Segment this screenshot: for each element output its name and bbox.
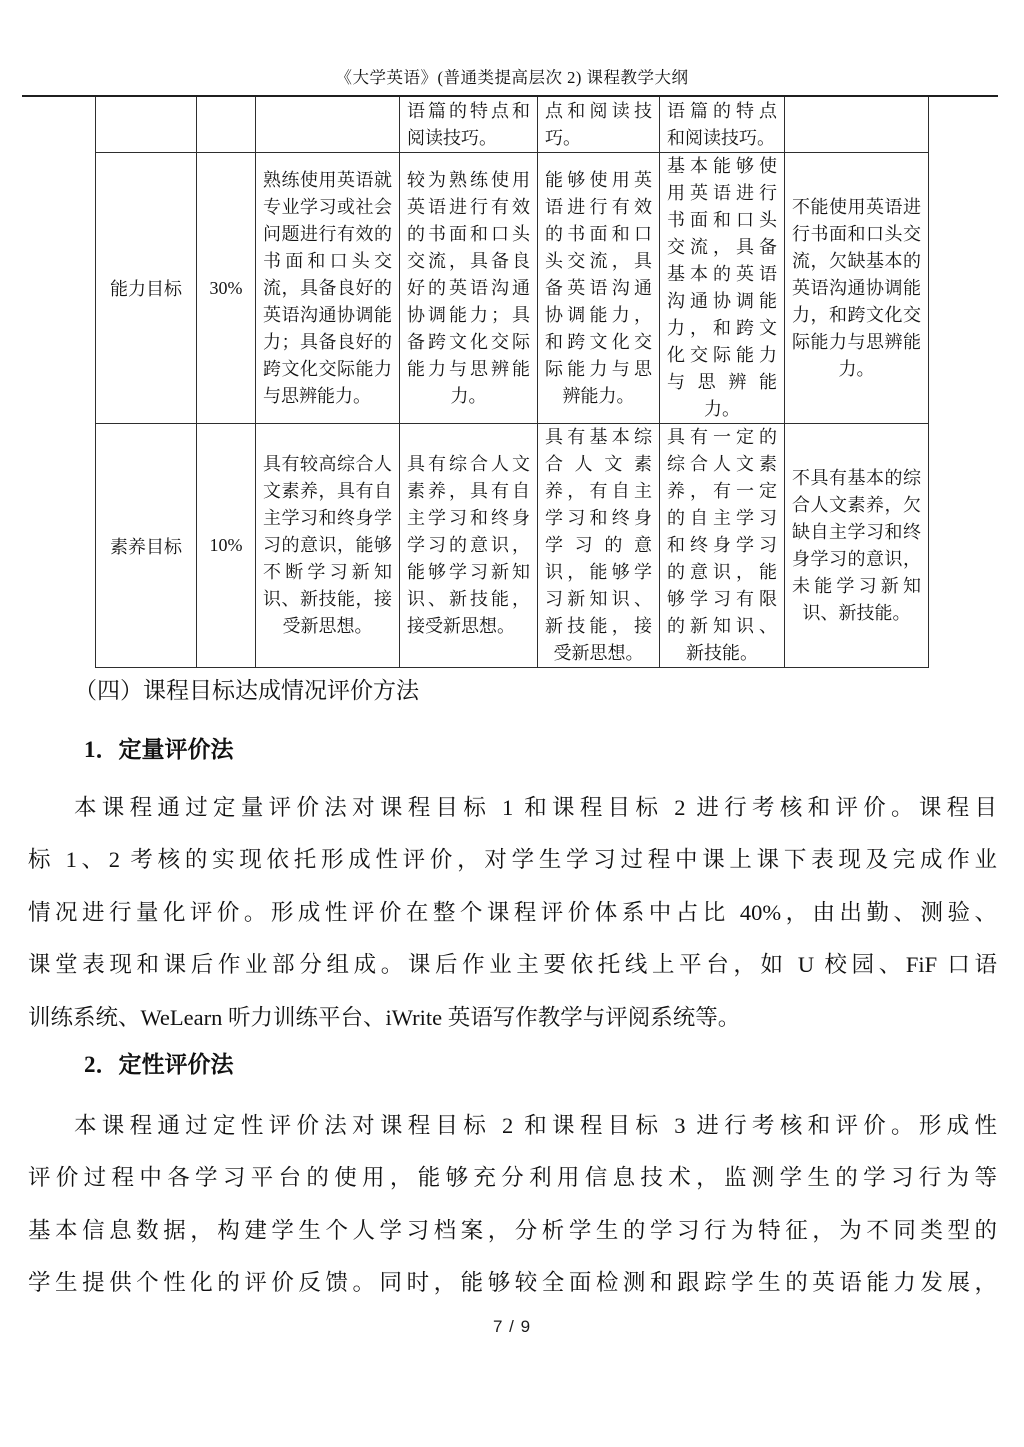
table-row-ability-objective bbox=[96, 153, 929, 424]
objective-cell bbox=[96, 97, 197, 153]
criteria-cell: 语篇的特点 和阅读技巧。 bbox=[660, 97, 785, 153]
table-row-quality-objective bbox=[96, 424, 929, 668]
criteria-cell: 点和阅读技 巧。 bbox=[538, 97, 660, 153]
criteria-cell: 具有较高综合人 文素养，具有自 主学习和终身学 习的意识，能够 不断学习新知 识、新技能，接 受新思想。 bbox=[256, 424, 400, 668]
criteria-cell: 熟练使用英语就 专业学习或社会 问题进行有效的 书面和口头交 流，具备良好的 英语沟通协调能 力；具备良好的 跨文化交际能力 与思辨能力。 bbox=[256, 153, 400, 424]
criteria-cell bbox=[785, 97, 929, 153]
page-number: 7 / 9 bbox=[492, 1317, 532, 1336]
criteria-cell bbox=[256, 97, 400, 153]
criteria-cell: 具有综合人文 素养，具有自 主学习和终身 学习的意识， 能够学习新知 识、新技能， 接受新思想。 bbox=[400, 424, 538, 668]
criteria-cell: 较为熟练使用 英语进行有效 的书面和口头 交流，具备良 好的英语沟通 协调能力；具 备跨文化交际 能力与思辨能 力。 bbox=[400, 153, 538, 424]
subsection-heading-quantitative: 1．定量评价法 bbox=[84, 737, 234, 762]
criteria-cell: 具有基本综 合人文素 养，有自主 学习和终身 学习的意 识，能够学 习新知识、 新技能，接 受新思想。 bbox=[538, 424, 660, 668]
criteria-cell: 不能使用英语进 行书面和口头交 流，欠缺基本的 英语沟通协调能 力，和跨文化交 际能力与思辨能 力。 bbox=[785, 153, 929, 424]
page-title: 《大学英语》(普通类提高层次 2) 课程教学大纲 bbox=[335, 68, 689, 87]
subsection-heading-qualitative: 2．定性评价法 bbox=[84, 1052, 234, 1077]
criteria-cell: 基本能够使 用英语进行 书面和口头 交流，具备 基本的英语 沟通协调能 力，和跨文 化交际能力 与思辨能 力。 bbox=[660, 153, 785, 424]
objective-cell: 能力目标 bbox=[96, 153, 197, 424]
criteria-cell: 语篇的特点和 阅读技巧。 bbox=[400, 97, 538, 153]
paragraph-quantitative: 本课程通过定量评价法对课程目标 1 和课程目标 2 进行考核和评价。课程目 标 1、2 考核的实现依托形成性评价，对学生学习过程中课上课下表现及完成作业 情况进行量化评价。形成性评价在整个课程评价体系中占比 40%，由出勤、测验、 课堂表现和课后作业部分组成。课后作业主要依托线上平台，如 U 校园、FiF 口语 训练系统、WeLearn 听力训练平台、iWrite 英语写作教学与评阅系统等。 bbox=[28, 795, 997, 1030]
weight-cell: 10% bbox=[197, 424, 256, 668]
section-heading: （四）课程目标达成情况评价方法 bbox=[74, 678, 419, 703]
criteria-cell: 不具有基本的综 合人文素养，欠 缺自主学习和终 身学习的意识， 未能学习新知 识、新技能。 bbox=[785, 424, 929, 668]
weight-cell bbox=[197, 97, 256, 153]
weight-cell: 30% bbox=[197, 153, 256, 424]
criteria-cell: 具有一定的 综合人文素 养，有一定 的自主学习 和终身学习 的意识，能 够学习有限 的新知识、 新技能。 bbox=[660, 424, 785, 668]
criteria-cell: 能够使用英 语进行有效 的书面和口 头交流，具 备英语沟通 协调能力， 和跨文化交 际能力与思 辨能力。 bbox=[538, 153, 660, 424]
table-row-carryover bbox=[96, 97, 929, 153]
objective-cell: 素养目标 bbox=[96, 424, 197, 668]
objectives-rubric-table bbox=[95, 97, 929, 668]
paragraph-qualitative: 本课程通过定性评价法对课程目标 2 和课程目标 3 进行考核和评价。形成性 评价过程中各学习平台的使用，能够充分利用信息技术，监测学生的学习行为等 基本信息数据，构建学生个人学习档案，分析学生的学习行为特征，为不同类型的 学生提供个性化的评价反馈。同时，能够较全面检测和跟踪学生的英语能力发展， bbox=[28, 1113, 997, 1296]
